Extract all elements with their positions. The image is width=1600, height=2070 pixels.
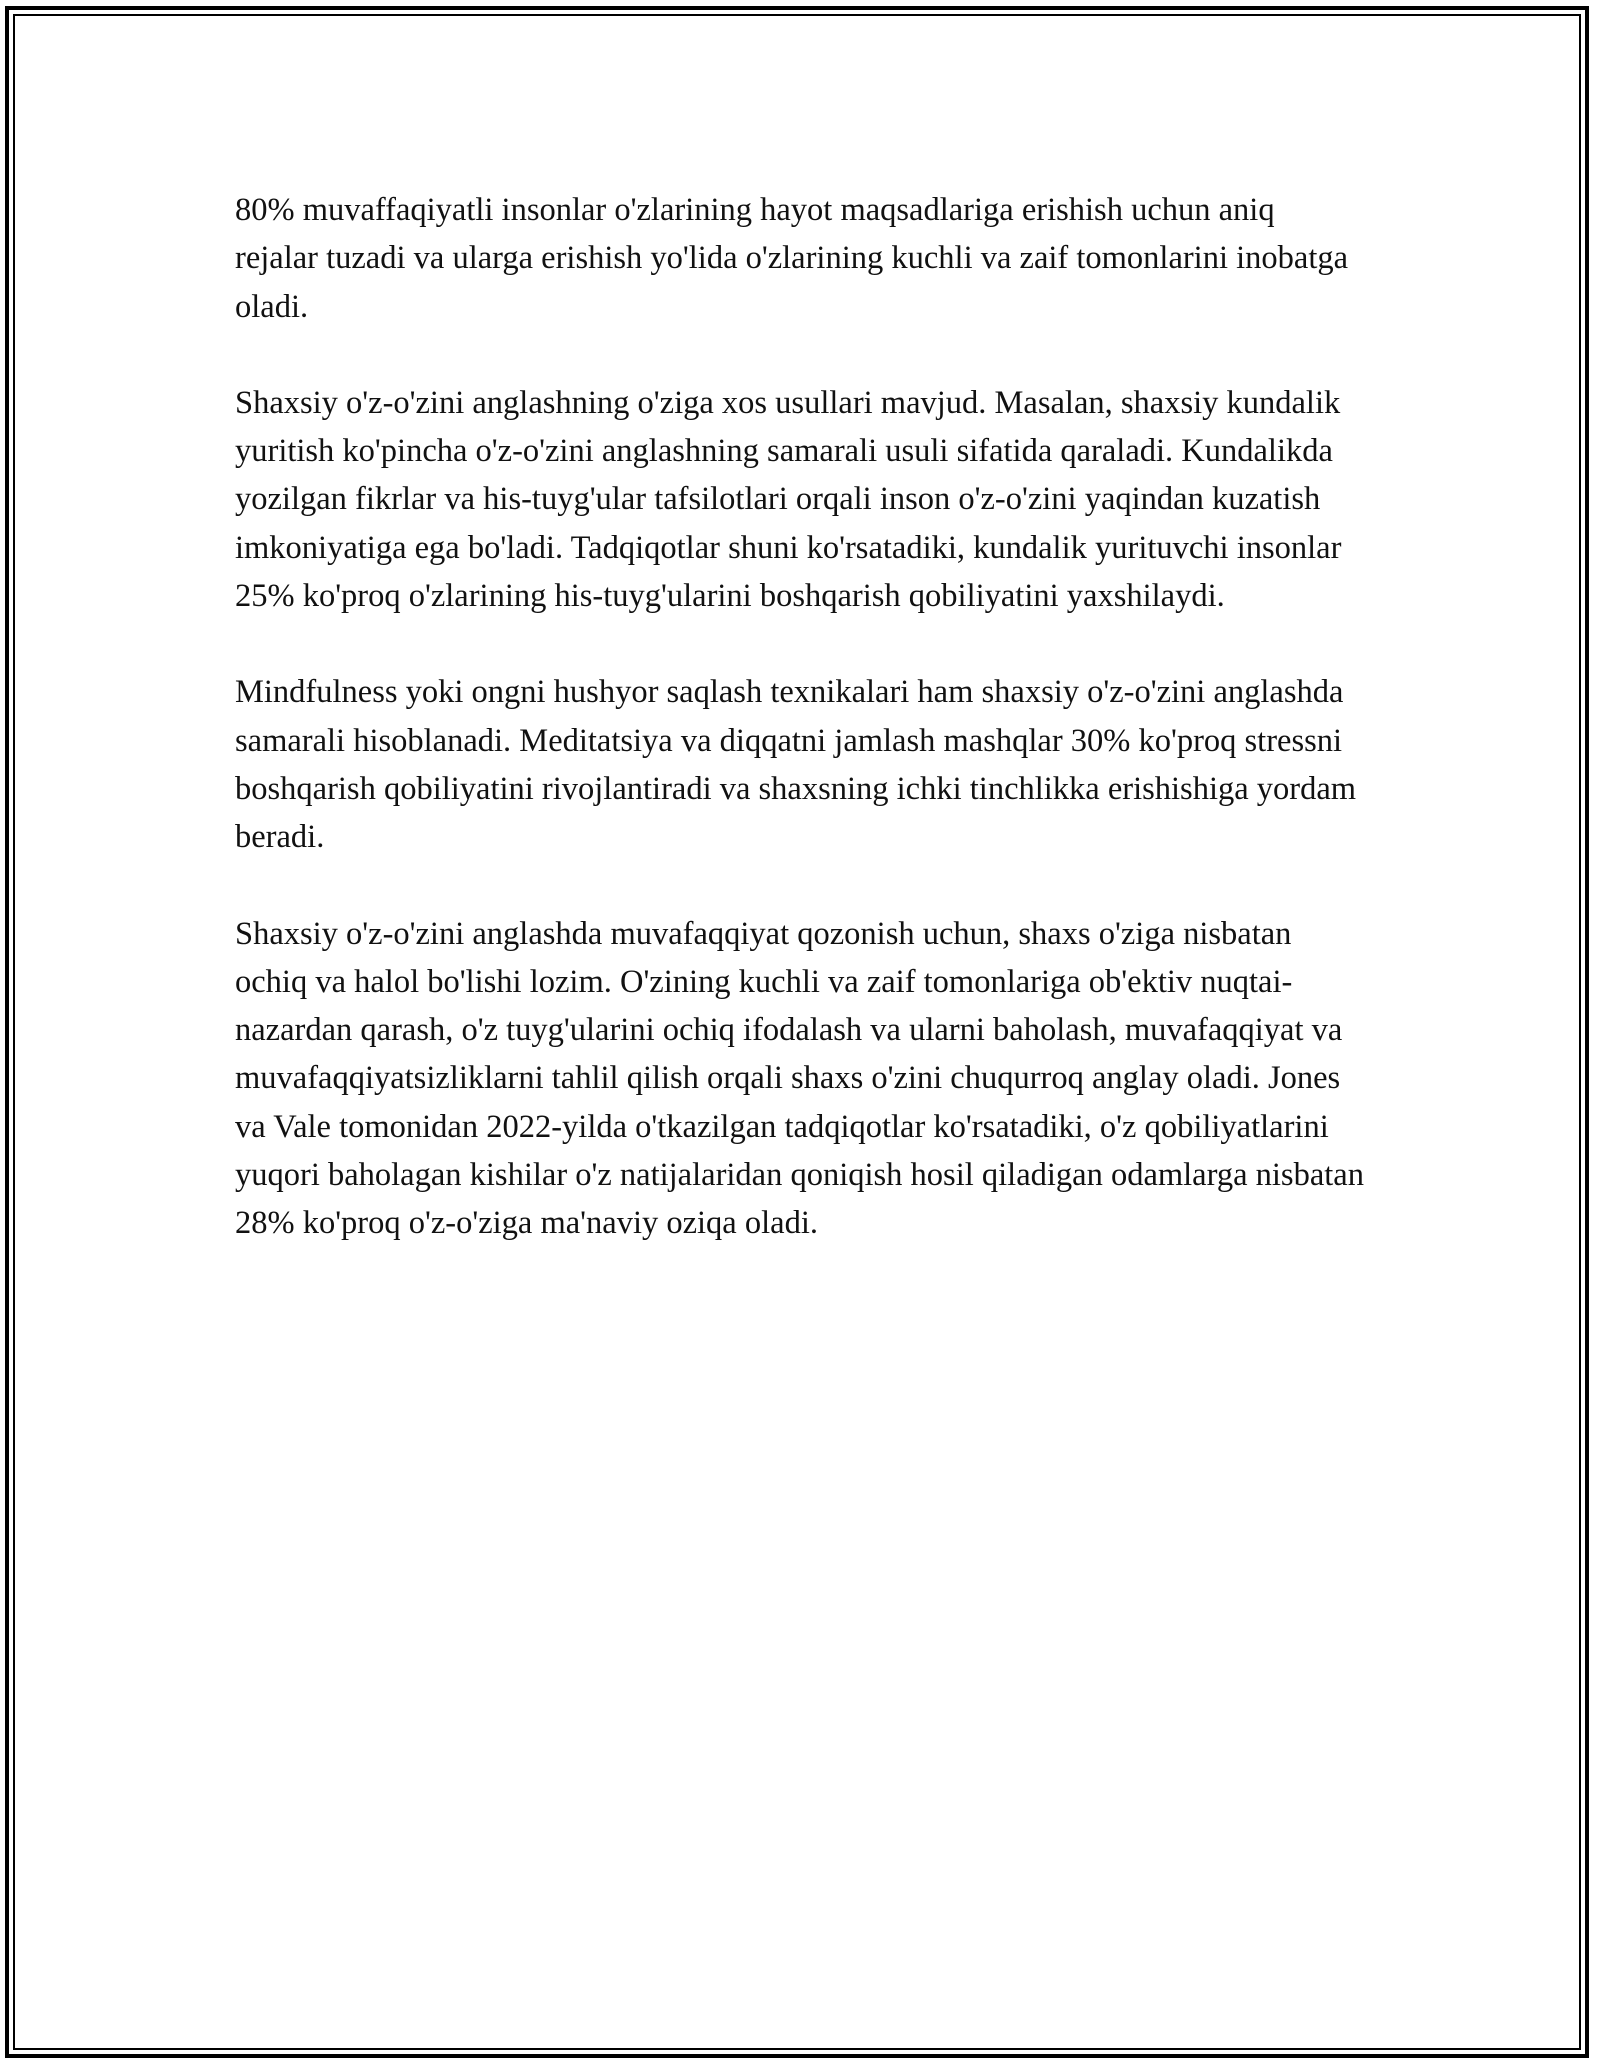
paragraph-2: Shaxsiy o'z-o'zini anglashning o'ziga xos usullari mavjud. Masalan, shaxsiy kundalik yuritish ko'pincha o'z-o'zini anglashning samarali usuli sifatida qaraladi. Kundalikda yozilgan fikrlar va his-tuyg'ular tafsilotlari orqali inson o'z-o'zini yaqindan kuzatish imkoniyatiga ega bo'ladi. Tadqiqotlar shuni ko'rsatadiki, kundalik yurituvchi insonlar 25% ko'proq o'zlarining his-tuyg'ularini boshqarish qobiliyatini yaxshilaydi.	[235, 384, 1342, 615]
paragraph-3: Mindfulness yoki ongni hushyor saqlash texnikalari ham shaxsiy o'z-o'zini anglashda samarali hisoblanadi. Meditatsiya va diqqatni jamlash mashqlar 30% ko'proq stressni boshqarish qobiliyatini rivojlantiradi va shaxsning ichki tinchlikka erishishiga yordam beradi.	[235, 674, 1357, 856]
document-body	[235, 186, 1365, 1248]
paragraph-4: Shaxsiy o'z-o'zini anglashda muvafaqqiyat qozonish uchun, shaxs o'ziga nisbatan ochiq va halol bo'lishi lozim. O'zining kuchli va zaif tomonlariga ob'ektiv nuqtai-nazardan qarash, o'z tuyg'ularini ochiq ifodalash va ularni baholash, muvafaqqiyat va muvafaqqiyatsizliklarni tahlil qilish orqali shaxs o'zini chuqurroq anglay oladi. Jones va Vale tomonidan 2022-yilda o'tkazilgan tadqiqotlar ko'rsatadiki, o'z qobiliyatlarini yuqori baholagan kishilar o'z natijalaridan qoniqish hosil qiladigan odamlarga nisbatan 28% ko'proq o'z-o'ziga ma'naviy oziqa oladi.	[235, 915, 1364, 1242]
paragraph-1: 80% muvaffaqiyatli insonlar o'zlarining hayot maqsadlariga erishish uchun aniq rejalar tuzadi va ularga erishish yo'lida o'zlarining kuchli va zaif tomonlarini inobatga oladi.	[235, 192, 1349, 325]
